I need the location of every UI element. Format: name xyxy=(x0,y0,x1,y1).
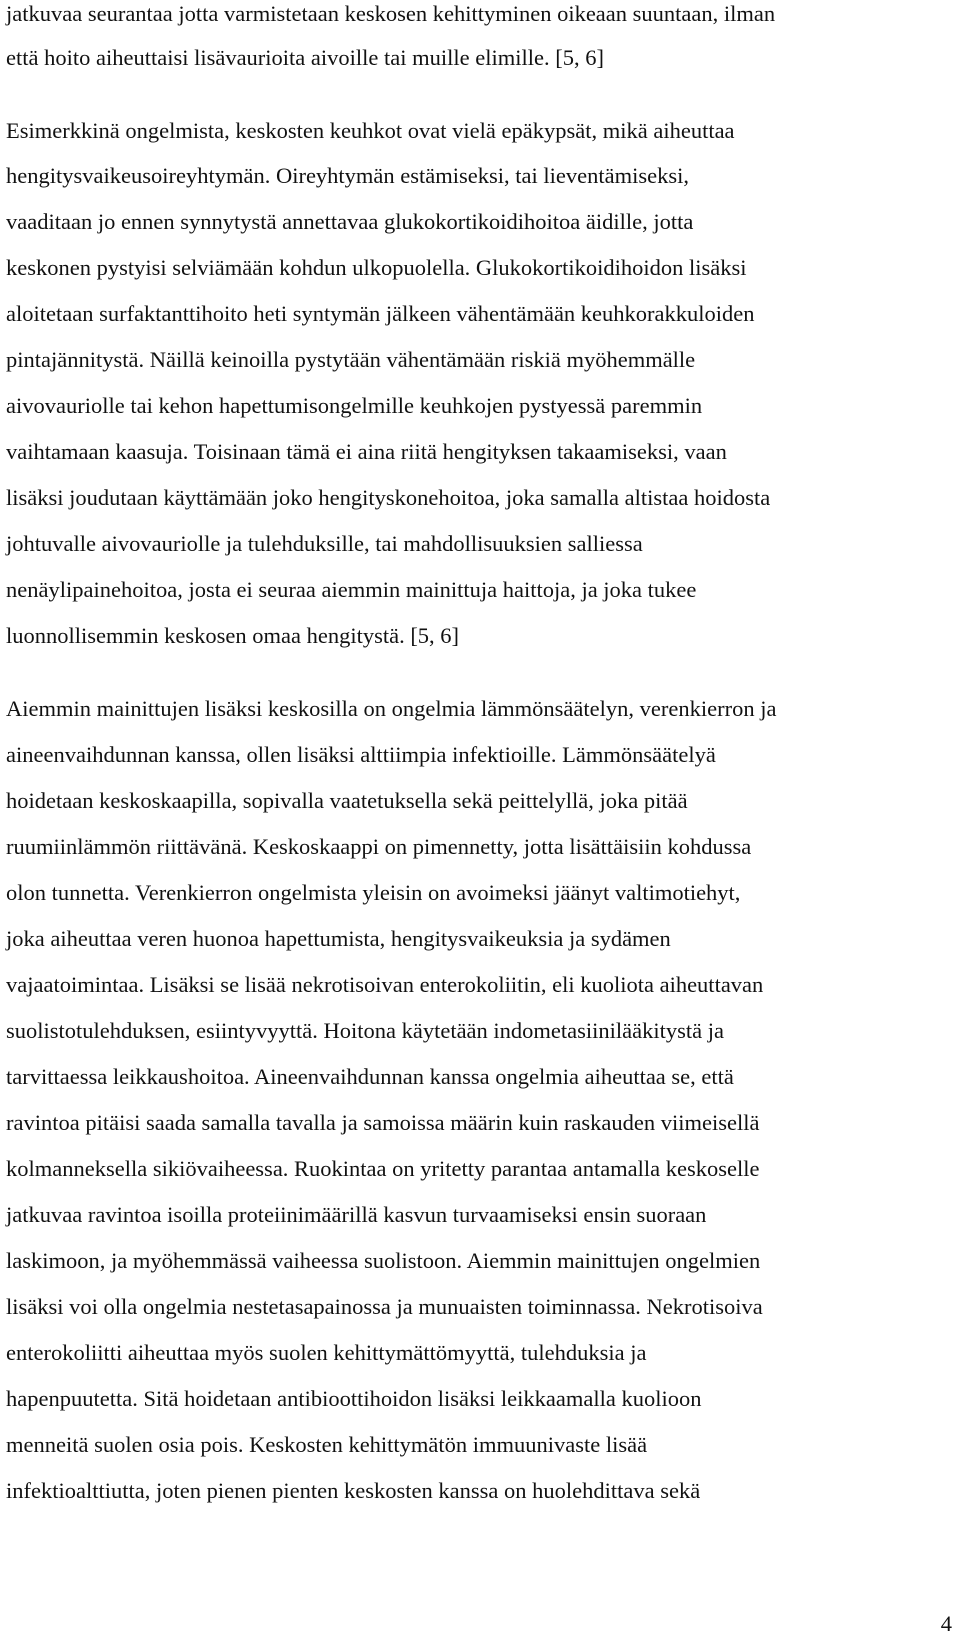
text-line: vaaditaan jo ennen synnytystä annettavaa glukokortikoidihoitoa äidille, jotta xyxy=(6,209,694,234)
text-line: aivovauriolle tai kehon hapettumisongelmille keuhkojen pystyessä paremmin xyxy=(6,393,703,418)
text-line: aineenvaihdunnan kanssa, ollen lisäksi alttiimpia infektioille. Lämmönsäätelyä xyxy=(6,742,716,767)
text-line: lisäksi joudutaan käyttämään joko hengityskonehoitoa, joka samalla altistaa hoidosta xyxy=(6,485,771,510)
text-line: lisäksi voi olla ongelmia nestetasapainossa ja munuaisten toiminnassa. Nekrotisoiva xyxy=(6,1294,763,1319)
text-line: tarvittaessa leikkaushoitoa. Aineenvaihdunnan kanssa ongelmia aiheuttaa se, että xyxy=(6,1064,734,1089)
text-line: hengitysvaikeusoireyhtymän. Oireyhtymän estämiseksi, tai lieventämiseksi, xyxy=(6,163,689,188)
page-number: 4 xyxy=(940,1611,952,1636)
text-line: pintajännitystä. Näillä keinoilla pystytään vähentämään riskiä myöhemmälle xyxy=(6,347,696,372)
text-line: laskimoon, ja myöhemmässä vaiheessa suolistoon. Aiemmin mainittujen ongelmien xyxy=(6,1248,761,1273)
text-line: nenäylipainehoitoa, josta ei seuraa aiemmin mainittuja haittoja, ja joka tukee xyxy=(6,577,697,602)
text-line: aloitetaan surfaktanttihoito heti syntymän jälkeen vähentämään keuhkorakkuloiden xyxy=(6,301,755,326)
text-line: keskonen pystyisi selviämään kohdun ulkopuolella. Glukokortikoidihoidon lisäksi xyxy=(6,255,747,280)
text-line: luonnollisemmin keskosen omaa hengitystä. [5, 6] xyxy=(6,623,460,648)
text-line: menneitä suolen osia pois. Keskosten kehittymätön immuunivaste lisää xyxy=(6,1432,648,1457)
text-line: Esimerkkinä ongelmista, keskosten keuhkot ovat vielä epäkypsät, mikä aiheuttaa xyxy=(6,118,735,143)
text-line: jatkuvaa ravintoa isoilla proteiinimäärillä kasvun turvaamiseksi ensin suoraan xyxy=(6,1202,707,1227)
text-line: suolistotulehduksen, esiintyvyyttä. Hoitona käytetään indometasiinilääkitystä ja xyxy=(6,1018,724,1043)
text-line: olon tunnetta. Verenkierron ongelmista yleisin on avoimeksi jäänyt valtimotiehyt, xyxy=(6,880,741,905)
text-line: ruumiinlämmön riittävänä. Keskoskaappi on pimennetty, jotta lisättäisiin kohdussa xyxy=(6,834,752,859)
text-line: vajaatoimintaa. Lisäksi se lisää nekrotisoivan enterokoliitin, eli kuoliota aiheuttavan xyxy=(6,972,764,997)
text-line: joka aiheuttaa veren huonoa hapettumista, hengitysvaikeuksia ja sydämen xyxy=(6,926,671,951)
text-line: kolmanneksella sikiövaiheessa. Ruokintaa on yritetty parantaa antamalla keskoselle xyxy=(6,1156,760,1181)
text-line: hapenpuutetta. Sitä hoidetaan antibioottihoidon lisäksi leikkaamalla kuolioon xyxy=(6,1386,702,1411)
text-line: johtuvalle aivovauriolle ja tulehduksille, tai mahdollisuuksien salliessa xyxy=(6,531,643,556)
text-line: enterokoliitti aiheuttaa myös suolen kehittymättömyyttä, tulehduksia ja xyxy=(6,1340,647,1365)
text-line: jatkuvaa seurantaa jotta varmistetaan keskosen kehittyminen oikeaan suuntaan, ilman xyxy=(6,1,776,26)
text-line: infektioalttiutta, joten pienen pienten keskosten kanssa on huolehdittava sekä xyxy=(6,1478,701,1503)
text-line: että hoito aiheuttaisi lisävaurioita aivoille tai muille elimille. [5, 6] xyxy=(6,45,604,70)
text-line: hoidetaan keskoskaapilla, sopivalla vaatetuksella sekä peittelyllä, joka pitää xyxy=(6,788,688,813)
text-line: Aiemmin mainittujen lisäksi keskosilla on ongelmia lämmönsäätelyn, verenkierron ja xyxy=(6,696,777,721)
text-line: ravintoa pitäisi saada samalla tavalla ja samoissa määrin kuin raskauden viimeisellä xyxy=(6,1110,760,1135)
text-line: vaihtamaan kaasuja. Toisinaan tämä ei aina riitä hengityksen takaamiseksi, vaan xyxy=(6,439,727,464)
